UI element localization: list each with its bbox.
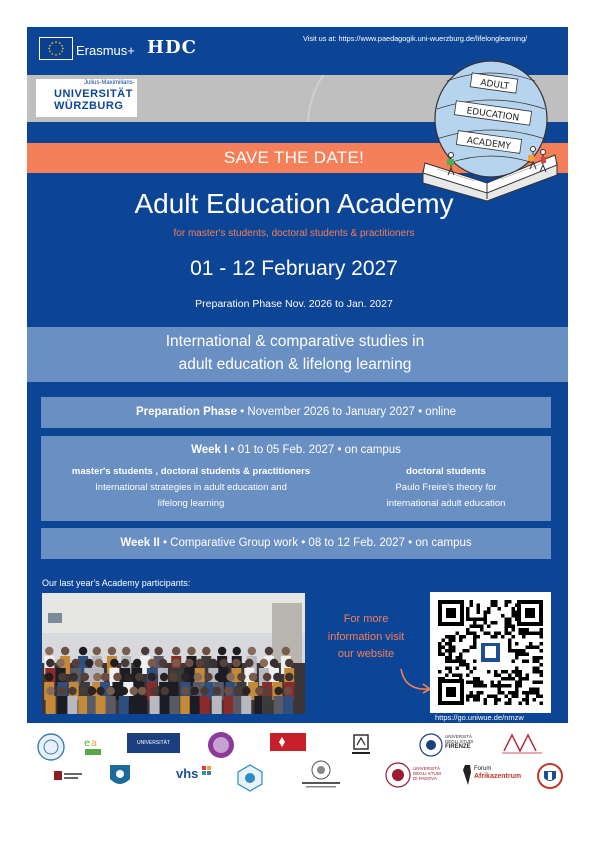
university-name-small: Julius-Maximilians- — [84, 80, 135, 86]
week1-masters-column — [61, 464, 321, 512]
firenze-line1: UNIVERSITÀ — [445, 734, 473, 739]
event-dates: 01 - 12 February 2027 — [190, 257, 398, 280]
week1-doctoral-line1: Paulo Freire's theory for — [395, 482, 497, 493]
duisburg-essen-logo: UNIVERSITÄT DUISBURG ESSEN — [127, 733, 180, 753]
preparation-phase-dates: Preparation Phase Nov. 2026 to Jan. 2027 — [195, 298, 393, 310]
week1-masters-heading: master's students , doctoral students & practitioners — [71, 466, 311, 477]
firenze-seal-icon — [419, 732, 443, 758]
preparation-phase-detail: • November 2026 to January 2027 • online — [236, 406, 456, 418]
firenze-line2: DEGLI STUDI — [445, 739, 474, 744]
theme-line1: International & comparative studies in — [165, 333, 425, 350]
week1-doctoral-column — [346, 464, 546, 512]
afrikazentrum-logo — [462, 764, 520, 790]
more-info-line3: our website — [337, 648, 395, 660]
qr-url[interactable]: https://go.uniwue.de/nmzw — [435, 713, 524, 722]
week2-detail: • Comparative Group work • 08 to 12 Feb. 2027 • on campus — [159, 537, 472, 549]
afrikazentrum-mark-icon — [462, 764, 472, 786]
theme-band — [27, 327, 568, 382]
partner-logo-10-icon — [54, 769, 84, 783]
afrikazentrum-line2: Afrikazentrum — [474, 773, 522, 780]
preparation-phase-row — [41, 406, 551, 418]
partner-logo-4-icon — [206, 730, 236, 760]
partner-logo-2-icon — [84, 735, 102, 757]
theme-line2: adult education & lifelong learning — [178, 356, 412, 373]
partner-logo-1-icon — [36, 732, 66, 762]
firenze-line3: FIRENZE — [445, 744, 471, 750]
university-name-line2: WÜRZBURG — [54, 100, 124, 112]
padova-line1: UNIVERSITÀ — [413, 766, 441, 771]
padova-seal-icon — [384, 761, 412, 789]
firenze-logo — [445, 734, 483, 750]
participants-label: Our last year's Academy participants: — [42, 578, 191, 588]
preparation-phase-label: Preparation Phase — [135, 406, 237, 418]
week1-masters-line1: International strategies in adult education and — [95, 482, 287, 493]
more-info-text — [311, 611, 421, 664]
more-info-line2: information visit — [327, 630, 405, 643]
padova-line3: DI PADOVA — [413, 776, 437, 781]
svg-text:e: e — [84, 738, 91, 749]
partner-logo-5-icon — [270, 733, 306, 751]
week1-label: Week I — [191, 444, 228, 456]
week1-row — [41, 444, 551, 456]
partner-logo-6-icon — [350, 733, 372, 757]
partner-logo-18-icon — [536, 762, 564, 790]
globe-text-adult: ADULT — [479, 78, 510, 93]
vhs-text: vhs — [176, 766, 199, 781]
week1-doctoral-line2: international adult education — [386, 498, 506, 509]
participants-photo — [42, 593, 305, 714]
globe-text-academy: ACADEMY — [466, 135, 512, 153]
subtitle: for master's students, doctoral students & practitioners — [173, 228, 415, 239]
week1-box — [41, 436, 551, 521]
save-the-date: SAVE THE DATE! — [223, 148, 365, 167]
partner-logo-14-icon — [298, 760, 344, 790]
university-name-line1: UNIVERSITÄT — [54, 88, 133, 100]
hdc-logo: HDC — [147, 37, 197, 58]
university-logo — [36, 79, 137, 117]
week2-box — [41, 528, 551, 559]
padova-logo — [413, 766, 449, 781]
week2-row — [41, 537, 551, 549]
erasmus-logo: Erasmus+ — [76, 43, 135, 58]
vhs-logo — [176, 765, 214, 783]
afrikazentrum-line1: Forum — [474, 766, 492, 772]
academy-globe-illustration — [415, 51, 565, 203]
padova-line2: DEGLI STUDI — [413, 771, 442, 776]
globe-text-education: EDUCATION — [465, 106, 520, 124]
page-title: Adult Education Academy — [134, 188, 454, 219]
week2-label: Week II — [120, 537, 160, 549]
week1-masters-line2: lifelong learning — [157, 498, 225, 509]
svg-text:a: a — [91, 738, 98, 749]
week1-doctoral-heading: doctoral students — [406, 466, 486, 477]
vhs-mark-icon — [202, 766, 212, 776]
eu-flag-icon — [39, 37, 73, 60]
week1-detail: • 01 to 05 Feb. 2027 • on campus — [227, 444, 401, 456]
more-info-line1: For more — [343, 613, 389, 625]
preparation-phase-box — [41, 397, 551, 428]
poster — [27, 27, 568, 723]
partner-logo-13-icon — [236, 764, 264, 792]
partner-logo-11-icon — [107, 763, 133, 789]
visit-link[interactable]: Visit us at: https://www.paedagogik.uni-wuerzburg.de/lifelonglearning/ — [303, 34, 528, 43]
qr-code[interactable] — [430, 592, 551, 713]
partner-logo-9-icon — [500, 731, 544, 755]
